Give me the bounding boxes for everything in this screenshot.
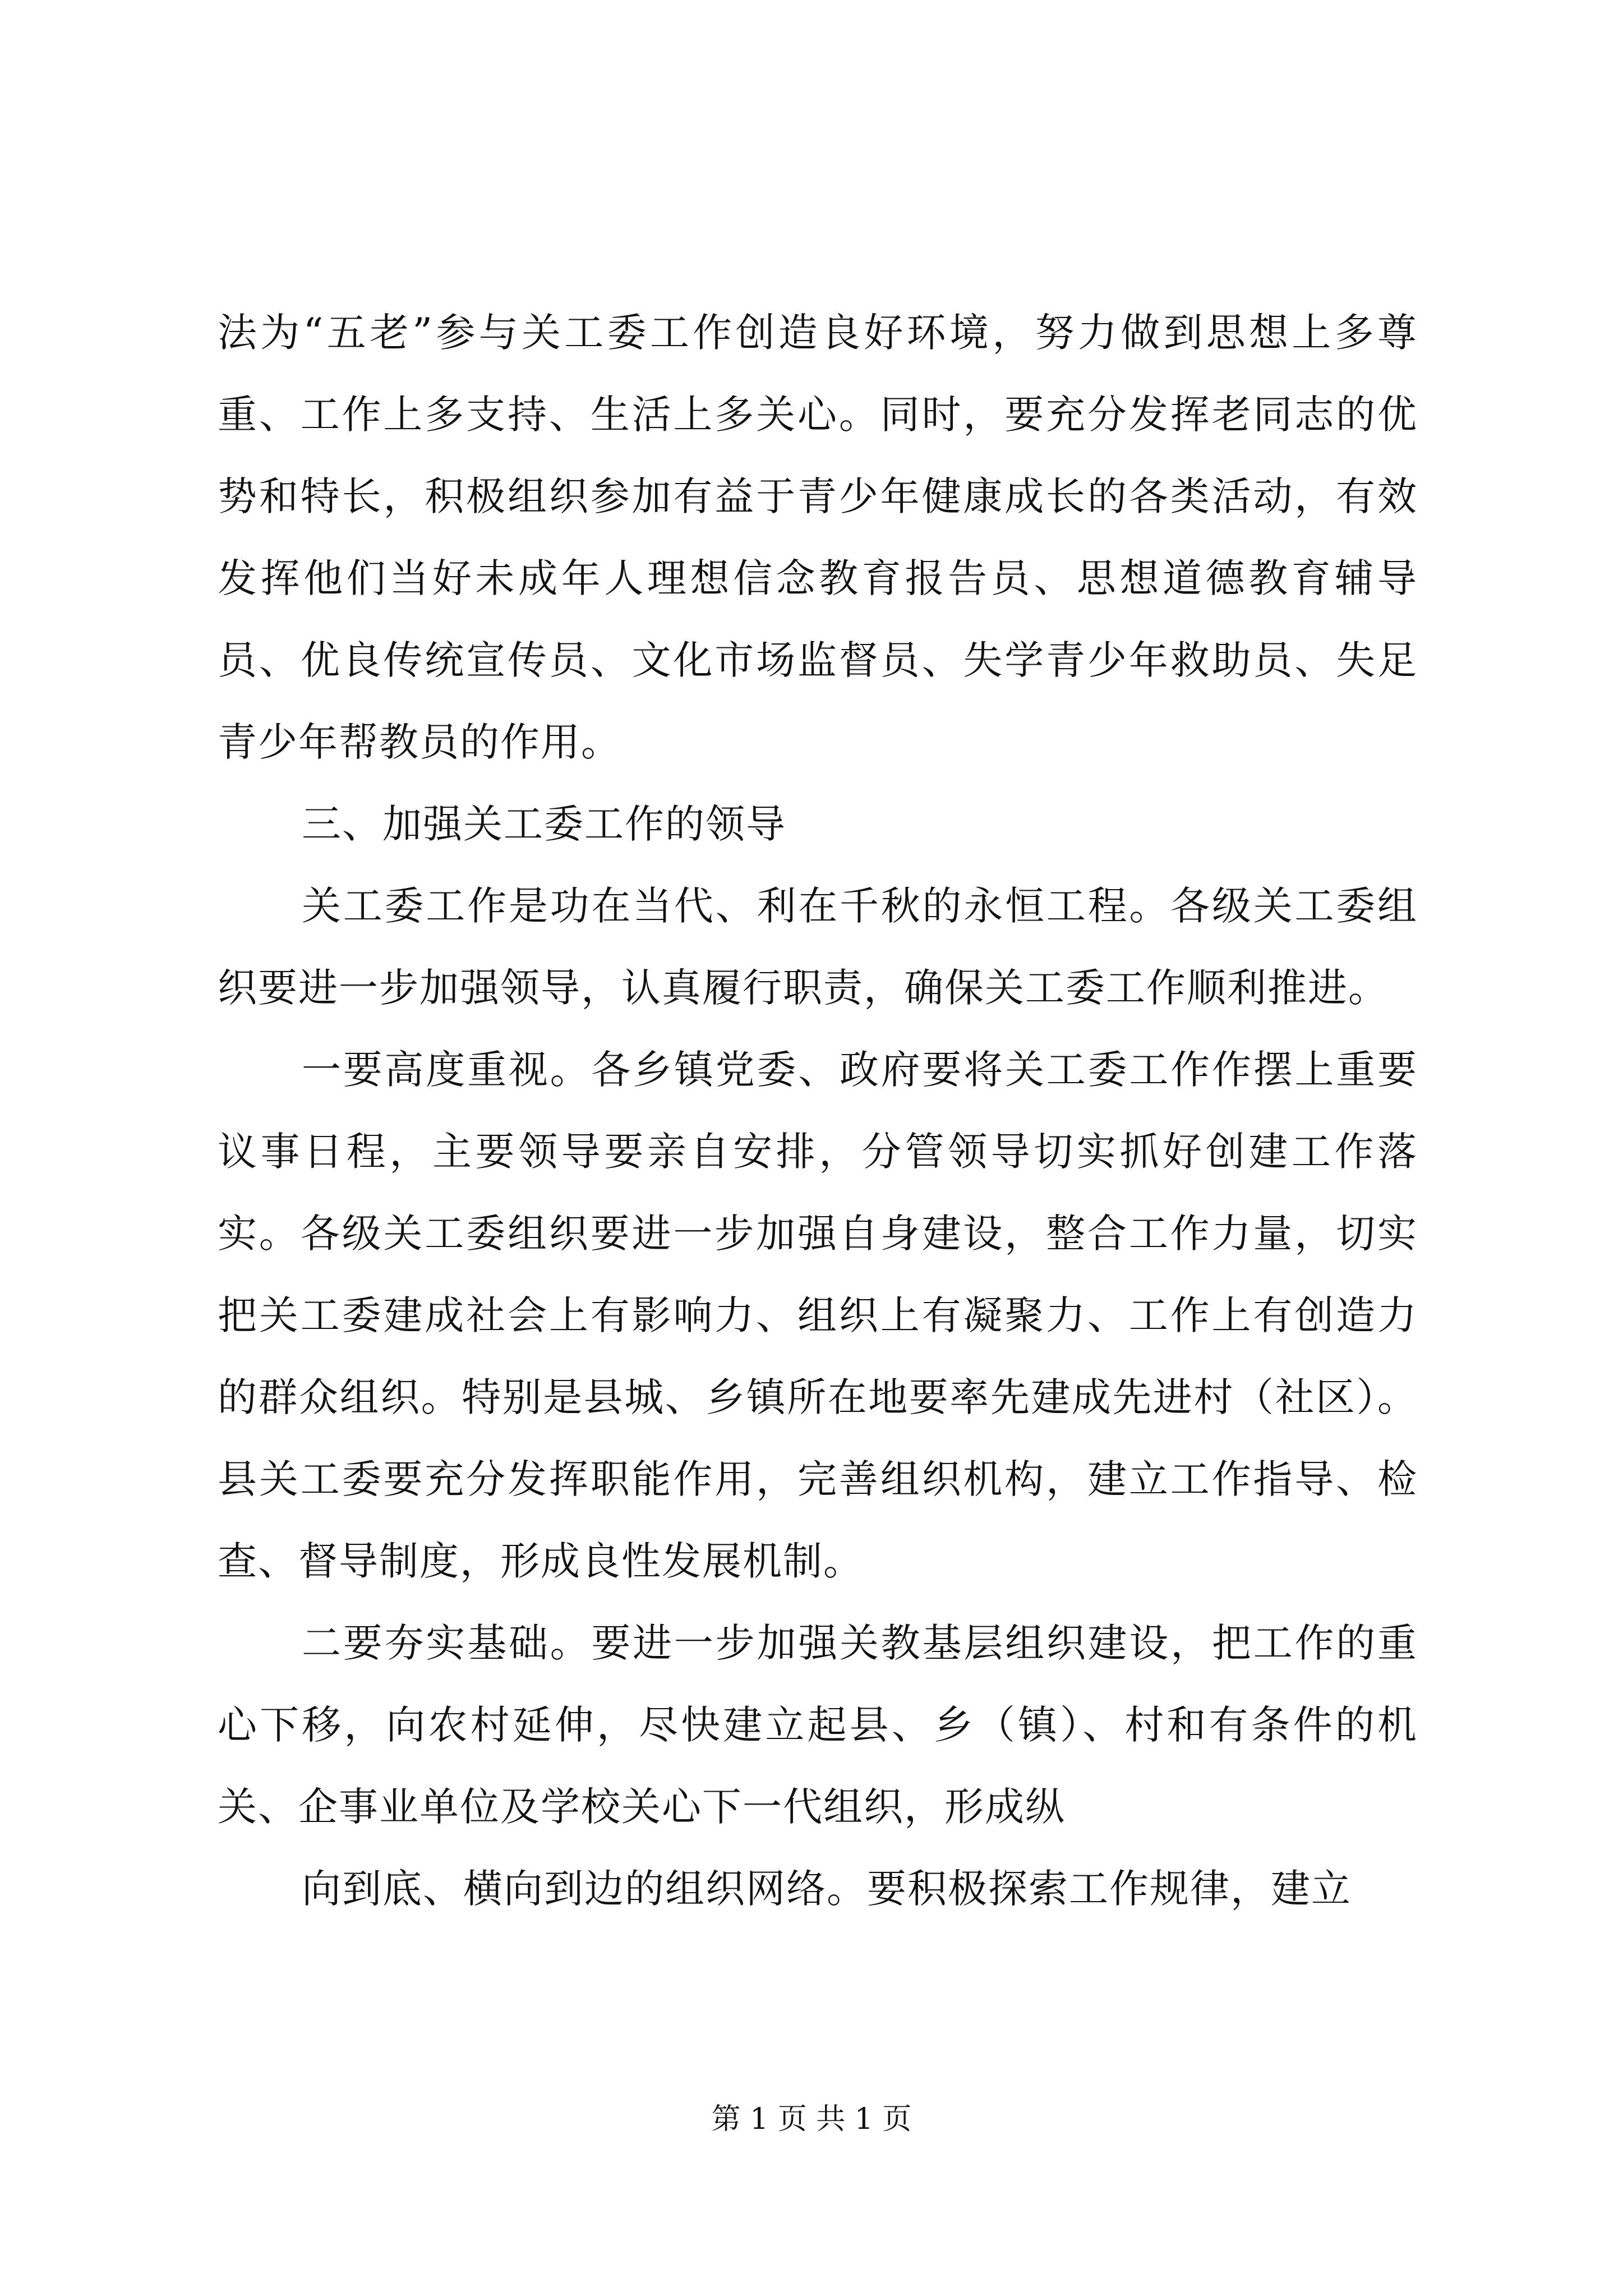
paragraph-point-two: 二要夯实基础。要进一步加强关教基层组织建设，把工作的重心下移，向农村延伸，尽快建立起县、乡（镇）、村和有条件的机关、企事业单位及学校关心下一代组织，形成纵 [218, 1620, 1418, 1830]
paragraph-continuation: 法为“五老”参与关工委工作创造良好环境，努力做到思想上多尊重、工作上多支持、生活上多关心。同时，要充分发挥老同志的优势和特长，积极组织参加有益于青少年健康成长的各类活动，有效发挥他们当好未成年人理想信念教育报告员、思想道德教育辅导员、优良传统宣传员、文化市场监督员、失学青少年救助员、失足青少年帮教员的作用。 [218, 310, 1418, 765]
document-body [218, 292, 1418, 1930]
paragraph-intro: 关工委工作是功在当代、利在千秋的永恒工程。各级关工委组织要进一步加强领导，认真履行职责，确保关工委工作顺利推进。 [218, 883, 1418, 1011]
page-footer: 第 1 页 共 1 页 [711, 2102, 912, 2136]
paragraph-fragment: 向到底、横向到边的组织网络。要积极探索工作规律，建立 [302, 1866, 1352, 1912]
section-heading: 三、加强关工委工作的领导 [302, 801, 786, 847]
paragraph-point-one: 一要高度重视。各乡镇党委、政府要将关工委工作作摆上重要议事日程，主要领导要亲自安排，分管领导切实抓好创建工作落实。各级关工委组织要进一步加强自身建设，整合工作力量，切实把关工委建成社会上有影响力、组织上有凝聚力、工作上有创造力的群众组织。特别是县城、乡镇所在地要率先建成先进村（社区）。县关工委要充分发挥职能作用，完善组织机构，建立工作指导、检查、督导制度，形成良性发展机制。 [218, 1047, 1418, 1584]
